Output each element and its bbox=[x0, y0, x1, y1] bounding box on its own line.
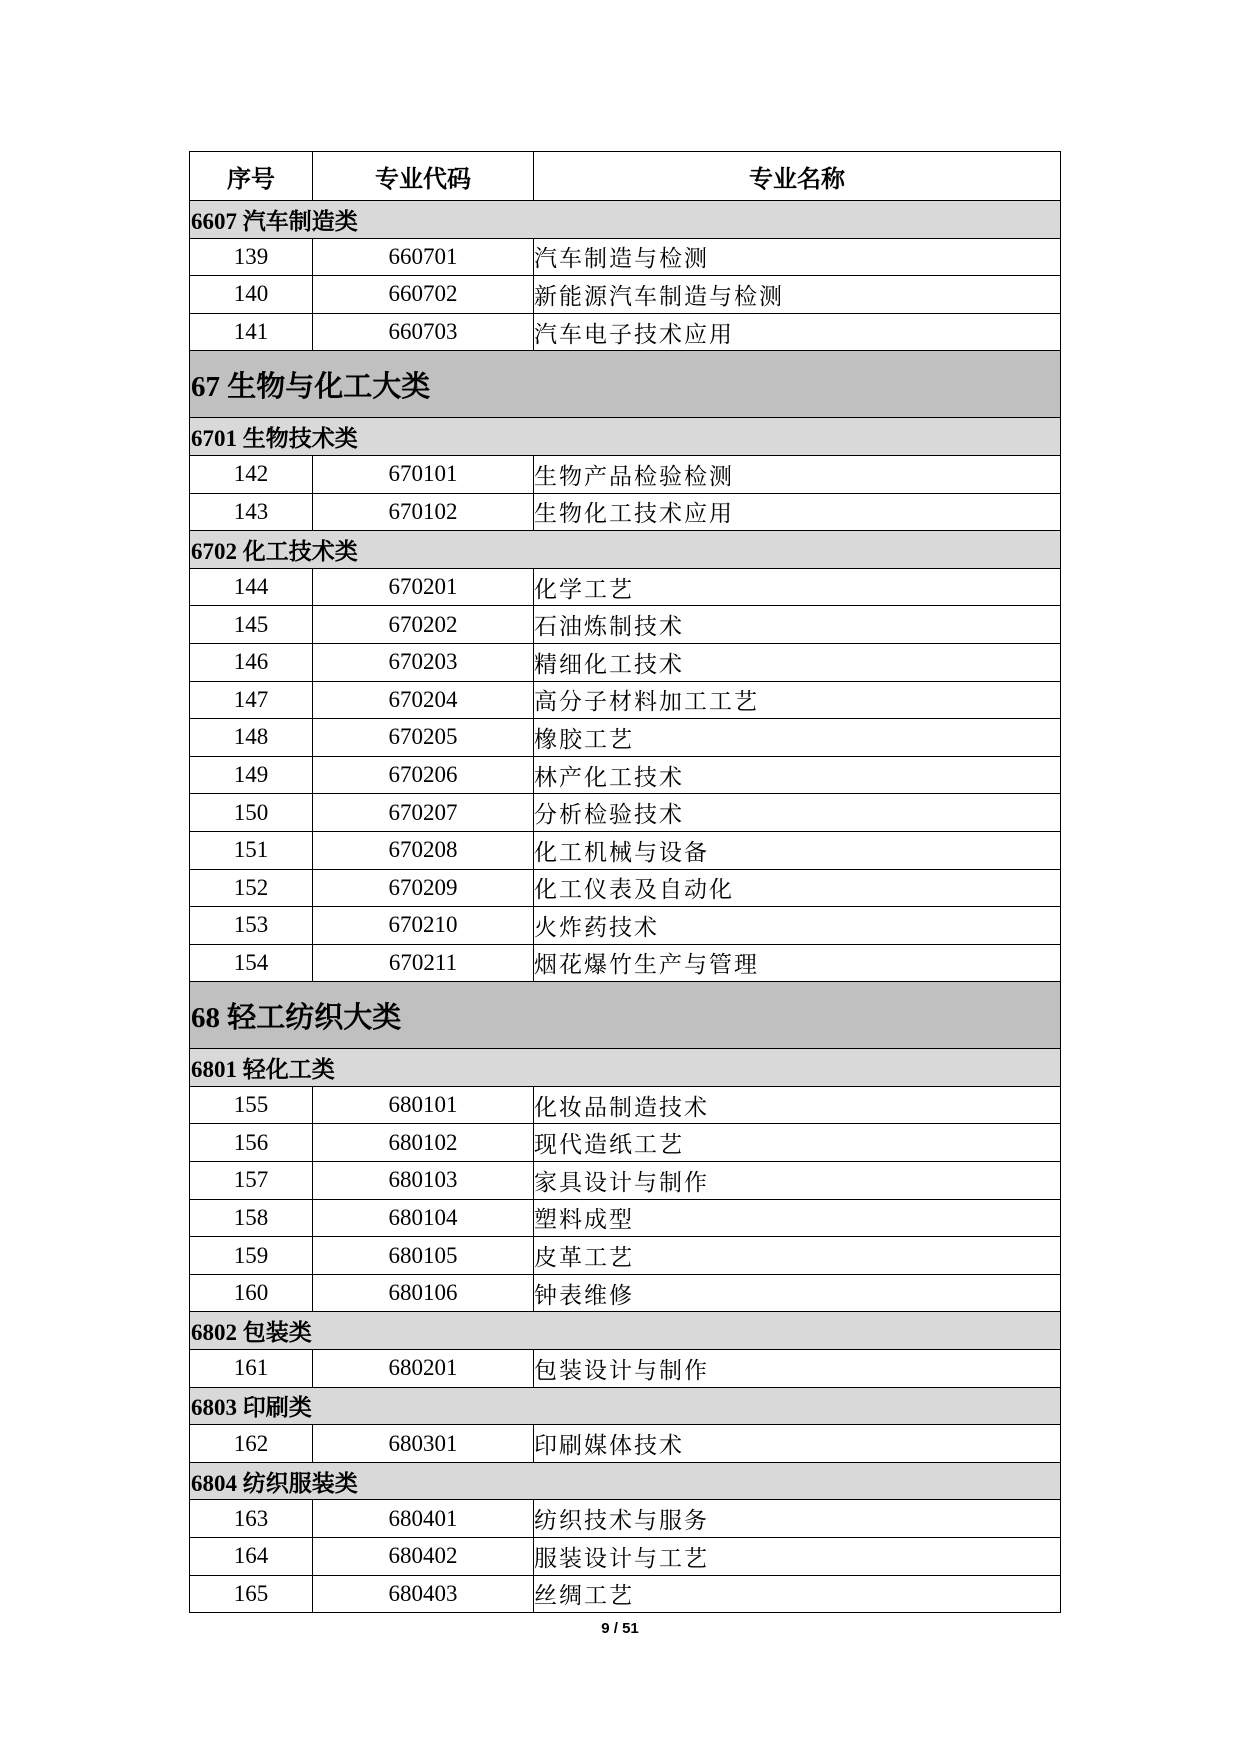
page-number: 9 / 51 bbox=[601, 1620, 639, 1637]
seq-cell: 157 bbox=[190, 1162, 313, 1200]
name-cell: 汽车制造与检测 bbox=[534, 238, 1061, 276]
table-row bbox=[190, 1500, 1061, 1538]
subcategory-row bbox=[190, 1462, 1061, 1500]
table-row bbox=[190, 1575, 1061, 1613]
name-cell: 林产化工技术 bbox=[534, 756, 1061, 794]
name-cell: 钟表维修 bbox=[534, 1274, 1061, 1312]
category-label: 68 轻工纺织大类 bbox=[190, 982, 1061, 1049]
subcategory-label: 6702 化工技术类 bbox=[190, 531, 1061, 569]
seq-cell: 158 bbox=[190, 1199, 313, 1237]
name-cell: 纺织技术与服务 bbox=[534, 1500, 1061, 1538]
seq-cell: 146 bbox=[190, 643, 313, 681]
name-cell: 包装设计与制作 bbox=[534, 1350, 1061, 1388]
seq-cell: 159 bbox=[190, 1237, 313, 1275]
name-cell: 现代造纸工艺 bbox=[534, 1124, 1061, 1162]
seq-cell: 156 bbox=[190, 1124, 313, 1162]
table-row bbox=[190, 1124, 1061, 1162]
table-row bbox=[190, 869, 1061, 907]
subcategory-row bbox=[190, 201, 1061, 239]
name-cell: 生物产品检验检测 bbox=[534, 455, 1061, 493]
table-row bbox=[190, 681, 1061, 719]
header-code: 专业代码 bbox=[313, 152, 534, 201]
name-cell: 石油炼制技术 bbox=[534, 606, 1061, 644]
table-row bbox=[190, 1162, 1061, 1200]
code-cell: 680301 bbox=[313, 1425, 534, 1463]
table-row bbox=[190, 1086, 1061, 1124]
seq-cell: 147 bbox=[190, 681, 313, 719]
code-cell: 680401 bbox=[313, 1500, 534, 1538]
category-row bbox=[190, 982, 1061, 1049]
seq-cell: 155 bbox=[190, 1086, 313, 1124]
code-cell: 670201 bbox=[313, 568, 534, 606]
seq-cell: 145 bbox=[190, 606, 313, 644]
seq-cell: 140 bbox=[190, 276, 313, 314]
name-cell: 丝绸工艺 bbox=[534, 1575, 1061, 1613]
name-cell: 皮革工艺 bbox=[534, 1237, 1061, 1275]
seq-cell: 149 bbox=[190, 756, 313, 794]
name-cell: 化工仪表及自动化 bbox=[534, 869, 1061, 907]
header-seq: 序号 bbox=[190, 152, 313, 201]
code-cell: 660702 bbox=[313, 276, 534, 314]
table-row bbox=[190, 643, 1061, 681]
table-row bbox=[190, 831, 1061, 869]
table-row bbox=[190, 1237, 1061, 1275]
seq-cell: 144 bbox=[190, 568, 313, 606]
seq-cell: 148 bbox=[190, 719, 313, 757]
code-cell: 680103 bbox=[313, 1162, 534, 1200]
table-row bbox=[190, 1350, 1061, 1388]
name-cell: 生物化工技术应用 bbox=[534, 493, 1061, 531]
code-cell: 670210 bbox=[313, 907, 534, 945]
name-cell: 塑料成型 bbox=[534, 1199, 1061, 1237]
subcategory-row bbox=[190, 1387, 1061, 1425]
name-cell: 化妆品制造技术 bbox=[534, 1086, 1061, 1124]
name-cell: 化工机械与设备 bbox=[534, 831, 1061, 869]
category-row bbox=[190, 351, 1061, 418]
subcategory-row bbox=[190, 531, 1061, 569]
code-cell: 670101 bbox=[313, 455, 534, 493]
name-cell: 化学工艺 bbox=[534, 568, 1061, 606]
code-cell: 660701 bbox=[313, 238, 534, 276]
seq-cell: 163 bbox=[190, 1500, 313, 1538]
name-cell: 家具设计与制作 bbox=[534, 1162, 1061, 1200]
table-row bbox=[190, 756, 1061, 794]
code-cell: 680106 bbox=[313, 1274, 534, 1312]
majors-table bbox=[189, 151, 1061, 1613]
code-cell: 680105 bbox=[313, 1237, 534, 1275]
seq-cell: 154 bbox=[190, 944, 313, 982]
code-cell: 680101 bbox=[313, 1086, 534, 1124]
subcategory-label: 6804 纺织服装类 bbox=[190, 1462, 1061, 1500]
name-cell: 新能源汽车制造与检测 bbox=[534, 276, 1061, 314]
table-row bbox=[190, 455, 1061, 493]
subcategory-row bbox=[190, 418, 1061, 456]
table-row bbox=[190, 794, 1061, 832]
subcategory-label: 6803 印刷类 bbox=[190, 1387, 1061, 1425]
code-cell: 670207 bbox=[313, 794, 534, 832]
code-cell: 670205 bbox=[313, 719, 534, 757]
seq-cell: 150 bbox=[190, 794, 313, 832]
code-cell: 670204 bbox=[313, 681, 534, 719]
seq-cell: 141 bbox=[190, 313, 313, 351]
code-cell: 670203 bbox=[313, 643, 534, 681]
header-name: 专业名称 bbox=[534, 152, 1061, 201]
seq-cell: 165 bbox=[190, 1575, 313, 1613]
seq-cell: 162 bbox=[190, 1425, 313, 1463]
code-cell: 680402 bbox=[313, 1538, 534, 1576]
code-cell: 680201 bbox=[313, 1350, 534, 1388]
seq-cell: 142 bbox=[190, 455, 313, 493]
subcategory-row bbox=[190, 1049, 1061, 1087]
table-row bbox=[190, 1538, 1061, 1576]
table-row bbox=[190, 907, 1061, 945]
code-cell: 670206 bbox=[313, 756, 534, 794]
code-cell: 670208 bbox=[313, 831, 534, 869]
seq-cell: 161 bbox=[190, 1350, 313, 1388]
code-cell: 680403 bbox=[313, 1575, 534, 1613]
code-cell: 680102 bbox=[313, 1124, 534, 1162]
subcategory-label: 6607 汽车制造类 bbox=[190, 201, 1061, 239]
name-cell: 精细化工技术 bbox=[534, 643, 1061, 681]
name-cell: 服装设计与工艺 bbox=[534, 1538, 1061, 1576]
table-row bbox=[190, 276, 1061, 314]
seq-cell: 160 bbox=[190, 1274, 313, 1312]
subcategory-label: 6801 轻化工类 bbox=[190, 1049, 1061, 1087]
seq-cell: 139 bbox=[190, 238, 313, 276]
code-cell: 670102 bbox=[313, 493, 534, 531]
code-cell: 670211 bbox=[313, 944, 534, 982]
table-row bbox=[190, 493, 1061, 531]
code-cell: 660703 bbox=[313, 313, 534, 351]
table-row bbox=[190, 568, 1061, 606]
name-cell: 印刷媒体技术 bbox=[534, 1425, 1061, 1463]
table-row bbox=[190, 944, 1061, 982]
table-row bbox=[190, 313, 1061, 351]
name-cell: 高分子材料加工工艺 bbox=[534, 681, 1061, 719]
code-cell: 670209 bbox=[313, 869, 534, 907]
seq-cell: 164 bbox=[190, 1538, 313, 1576]
table-header-row bbox=[190, 152, 1061, 201]
seq-cell: 143 bbox=[190, 493, 313, 531]
name-cell: 火炸药技术 bbox=[534, 907, 1061, 945]
table-row bbox=[190, 1274, 1061, 1312]
code-cell: 670202 bbox=[313, 606, 534, 644]
name-cell: 烟花爆竹生产与管理 bbox=[534, 944, 1061, 982]
subcategory-row bbox=[190, 1312, 1061, 1350]
table-row bbox=[190, 719, 1061, 757]
subcategory-label: 6701 生物技术类 bbox=[190, 418, 1061, 456]
name-cell: 橡胶工艺 bbox=[534, 719, 1061, 757]
subcategory-label: 6802 包装类 bbox=[190, 1312, 1061, 1350]
code-cell: 680104 bbox=[313, 1199, 534, 1237]
table-row bbox=[190, 1425, 1061, 1463]
name-cell: 分析检验技术 bbox=[534, 794, 1061, 832]
seq-cell: 151 bbox=[190, 831, 313, 869]
table-row bbox=[190, 606, 1061, 644]
seq-cell: 152 bbox=[190, 869, 313, 907]
name-cell: 汽车电子技术应用 bbox=[534, 313, 1061, 351]
table-row bbox=[190, 238, 1061, 276]
table-row bbox=[190, 1199, 1061, 1237]
category-label: 67 生物与化工大类 bbox=[190, 351, 1061, 418]
seq-cell: 153 bbox=[190, 907, 313, 945]
